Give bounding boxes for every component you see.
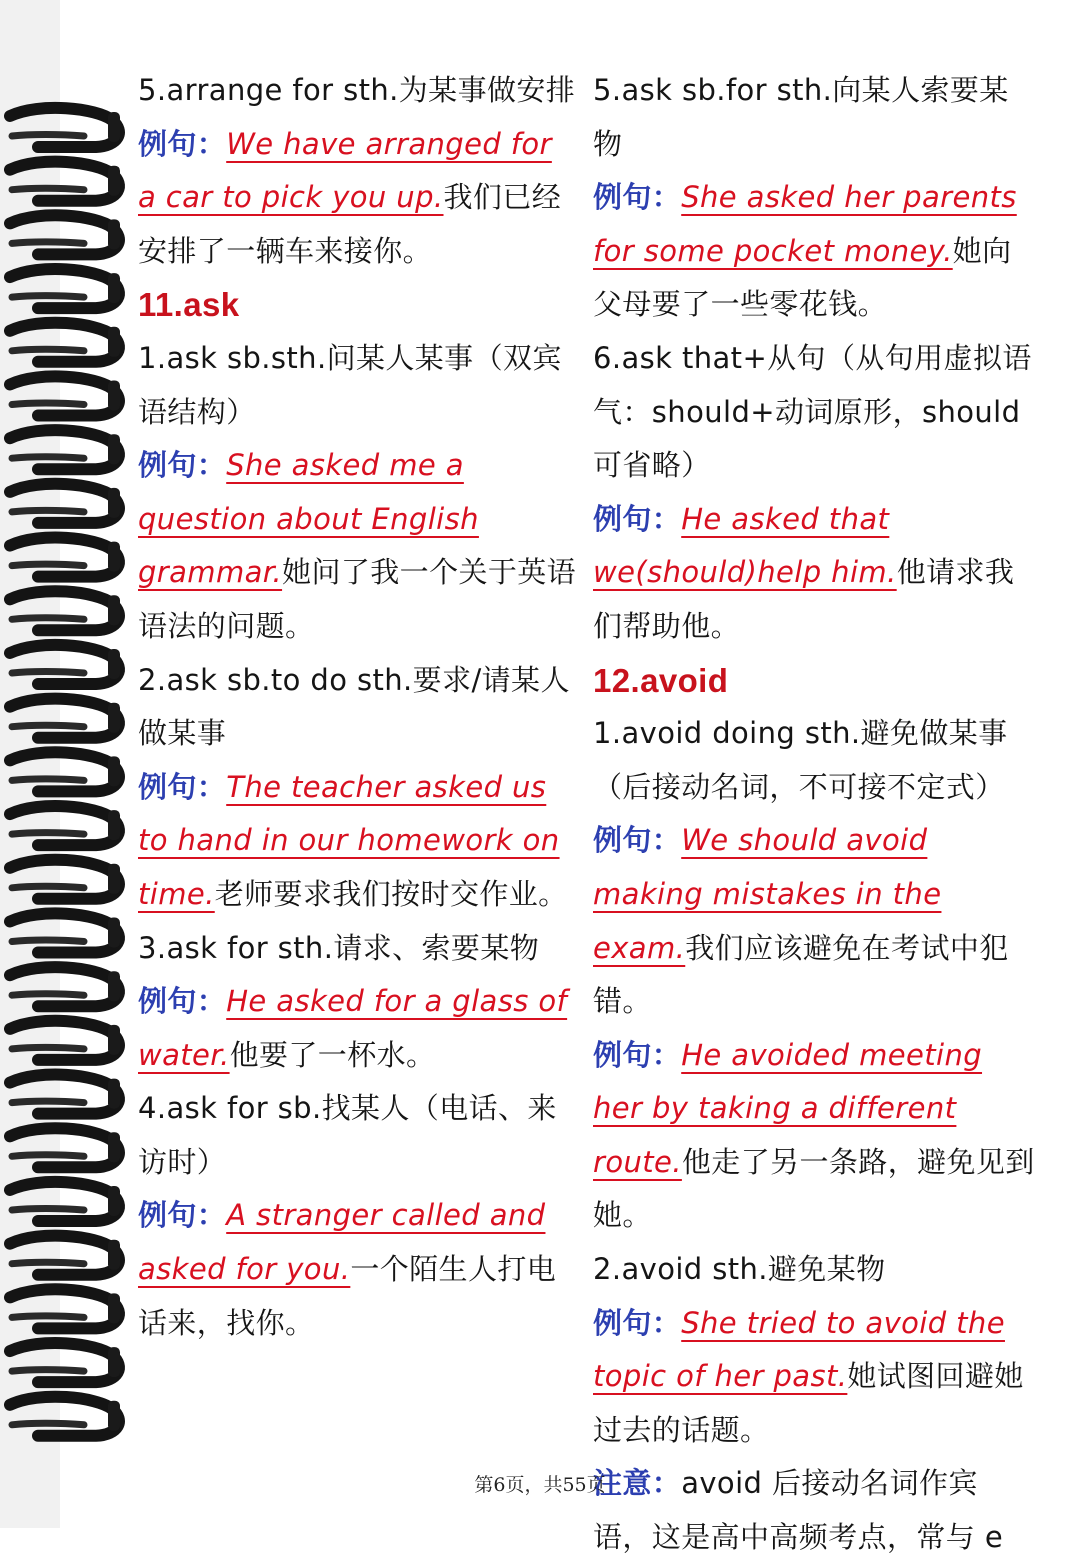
spiral-hole: [108, 434, 120, 464]
example-label: 例句：: [593, 1305, 682, 1340]
spiral-coil-inner: [12, 349, 84, 351]
example-sentence: [593, 171, 1035, 332]
example-label: 例句：: [138, 126, 227, 161]
phrase-ask-for-sth: 3.ask for sth.请求、索要某物: [138, 930, 540, 965]
spiral-hole: [108, 918, 120, 948]
spiral-coil-inner: [12, 779, 84, 781]
spiral-hole: [108, 1347, 120, 1377]
example-translation: 她问了我一个关于英语语法的问题。: [138, 555, 577, 643]
example-translation: 我们已经安排了一辆车来接你。: [138, 180, 562, 268]
example-english: She tried to avoid the topic of her past.: [593, 1305, 1005, 1394]
example-sentence: [138, 975, 578, 1082]
spiral-coil-inner: [12, 618, 84, 620]
note-text: avoid 后接动名词作宾语，这是高中高频考点，常与 e: [593, 1466, 1004, 1555]
example-english: The teacher asked us to hand in our homework on time.: [138, 769, 560, 911]
spiral-hole: [108, 1401, 120, 1431]
example-sentence: [138, 439, 578, 653]
example-label: 例句：: [593, 823, 682, 858]
example-label: 例句：: [138, 984, 227, 1019]
spiral-hole: [108, 595, 120, 625]
example-translation: 一个陌生人打电话来，找你。: [138, 1252, 557, 1340]
page-number-footer: 第6页，共55页: [474, 1474, 606, 1496]
spiral-coil-inner: [12, 1423, 84, 1425]
spiral-coil-inner: [12, 242, 84, 244]
spiral-hole: [108, 1240, 120, 1270]
example-translation: 他要了一杯水。: [229, 1037, 436, 1072]
example-english: She asked her parents for some pocket money.: [593, 180, 1017, 268]
example-english: We should avoid making mistakes in the exam.: [593, 823, 942, 965]
spiral-coil-inner: [12, 135, 84, 137]
spiral-hole: [108, 381, 120, 411]
spiral-hole: [108, 649, 120, 679]
spiral-hole: [108, 112, 120, 142]
example-translation: 老师要求我们按时交作业。: [214, 876, 568, 911]
example-translation: 我们应该避免在考试中犯错。: [593, 930, 1009, 1019]
spiral-hole: [108, 756, 120, 786]
example-label: 例句：: [138, 448, 227, 483]
spiral-hole: [108, 273, 120, 303]
spiral-coil-inner: [12, 457, 84, 459]
example-translation: 他请求我们帮助他。: [593, 555, 1015, 643]
example-english: He asked for a glass of water.: [138, 984, 568, 1072]
spiral-hole: [108, 327, 120, 357]
phrase-ask-that-clause: 6.ask that+从句（从句用虚拟语气：should+动词原形，should可省略）: [593, 340, 1032, 483]
example-english: He avoided meeting her by taking a different route.: [593, 1037, 983, 1179]
spiral-hole: [108, 219, 120, 249]
spiral-coil-inner: [12, 994, 84, 996]
spiral-hole: [108, 542, 120, 572]
spiral-hole: [108, 1293, 120, 1323]
spiral-hole: [108, 488, 120, 518]
example-english: A stranger called and asked for you.: [138, 1198, 546, 1287]
spiral-hole: [108, 166, 120, 196]
spiral-hole: [108, 1132, 120, 1162]
spiral-coil-inner: [12, 672, 84, 674]
spiral-coil-inner: [12, 833, 84, 835]
example-translation: 她试图回避她过去的话题。: [593, 1359, 1024, 1447]
example-sentence: [593, 1029, 1035, 1243]
example-english: She asked me a question about English grammar.: [138, 448, 479, 590]
notebook-spiral-binding: [0, 0, 135, 1528]
example-translation: 她向父母要了一些零花钱。: [593, 233, 1012, 322]
example-label: 例句：: [593, 180, 682, 215]
phrase-ask-sb-to-do: 2.ask sb.to do sth.要求/请某人做某事: [138, 662, 570, 751]
spiral-coil-inner: [12, 886, 84, 888]
phrase-avoid-doing: 1.avoid doing sth.避免做某事（后接动名词，不可接不定式）: [593, 716, 1008, 804]
example-sentence: [138, 118, 578, 279]
spiral-hole: [108, 703, 120, 733]
spiral-coil-inner: [12, 1047, 84, 1049]
example-sentence: [138, 761, 578, 922]
spiral-hole: [108, 1186, 120, 1216]
example-sentence: [593, 1297, 1035, 1458]
section-heading-ask: 11.ask: [138, 286, 240, 324]
spiral-coil-inner: [12, 1101, 84, 1103]
spiral-coil-inner: [12, 564, 84, 566]
spiral-coil-inner: [12, 1370, 84, 1372]
spiral-coil-inner: [12, 725, 84, 727]
phrase-ask-for-sb: 4.ask for sb.找某人（电话、来访时）: [138, 1091, 557, 1179]
spiral-hole: [108, 1025, 120, 1055]
spiral-coil-inner: [12, 1262, 84, 1264]
phrase-avoid-sth: 2.avoid sth.避免某物: [593, 1252, 886, 1287]
example-translation: 他走了另一条路，避免见到她。: [593, 1144, 1035, 1233]
spiral-coil-inner: [12, 1316, 84, 1318]
phrase-ask-sb-for-sth: 5.ask sb.for sth.向某人索要某物: [593, 73, 1009, 161]
example-sentence: [593, 493, 1035, 654]
phrase-ask-sb-sth: 1.ask sb.sth.问某人某事（双宾语结构）: [138, 340, 562, 429]
example-sentence: [138, 1189, 578, 1350]
spiral-coil-inner: [12, 1155, 84, 1157]
phrase-arrange-for: 5.arrange for sth.为某事做安排: [138, 73, 576, 107]
example-english: He asked that we(should)help him.: [593, 501, 897, 590]
spiral-hole: [108, 864, 120, 894]
spiral-coil-inner: [12, 940, 84, 942]
example-label: 例句：: [138, 1198, 227, 1233]
spiral-coil-inner: [12, 510, 84, 512]
example-label: 例句：: [138, 769, 227, 804]
right-column: [593, 64, 1035, 1565]
note-label: 注意：: [593, 1466, 682, 1501]
example-label: 例句：: [593, 1037, 682, 1072]
spiral-hole: [108, 1079, 120, 1109]
left-column: [138, 64, 578, 1350]
example-sentence: [593, 814, 1035, 1028]
spiral-coil-inner: [12, 296, 84, 298]
spiral-coil-inner: [12, 403, 84, 405]
example-english: We have arranged for a car to pick you up.: [138, 126, 552, 215]
spiral-hole: [108, 971, 120, 1001]
spiral-coil-inner: [12, 188, 84, 190]
section-heading-avoid: 12.avoid: [593, 661, 729, 699]
spiral-hole: [108, 810, 120, 840]
example-label: 例句：: [593, 501, 682, 536]
spiral-coil-inner: [12, 1209, 84, 1211]
